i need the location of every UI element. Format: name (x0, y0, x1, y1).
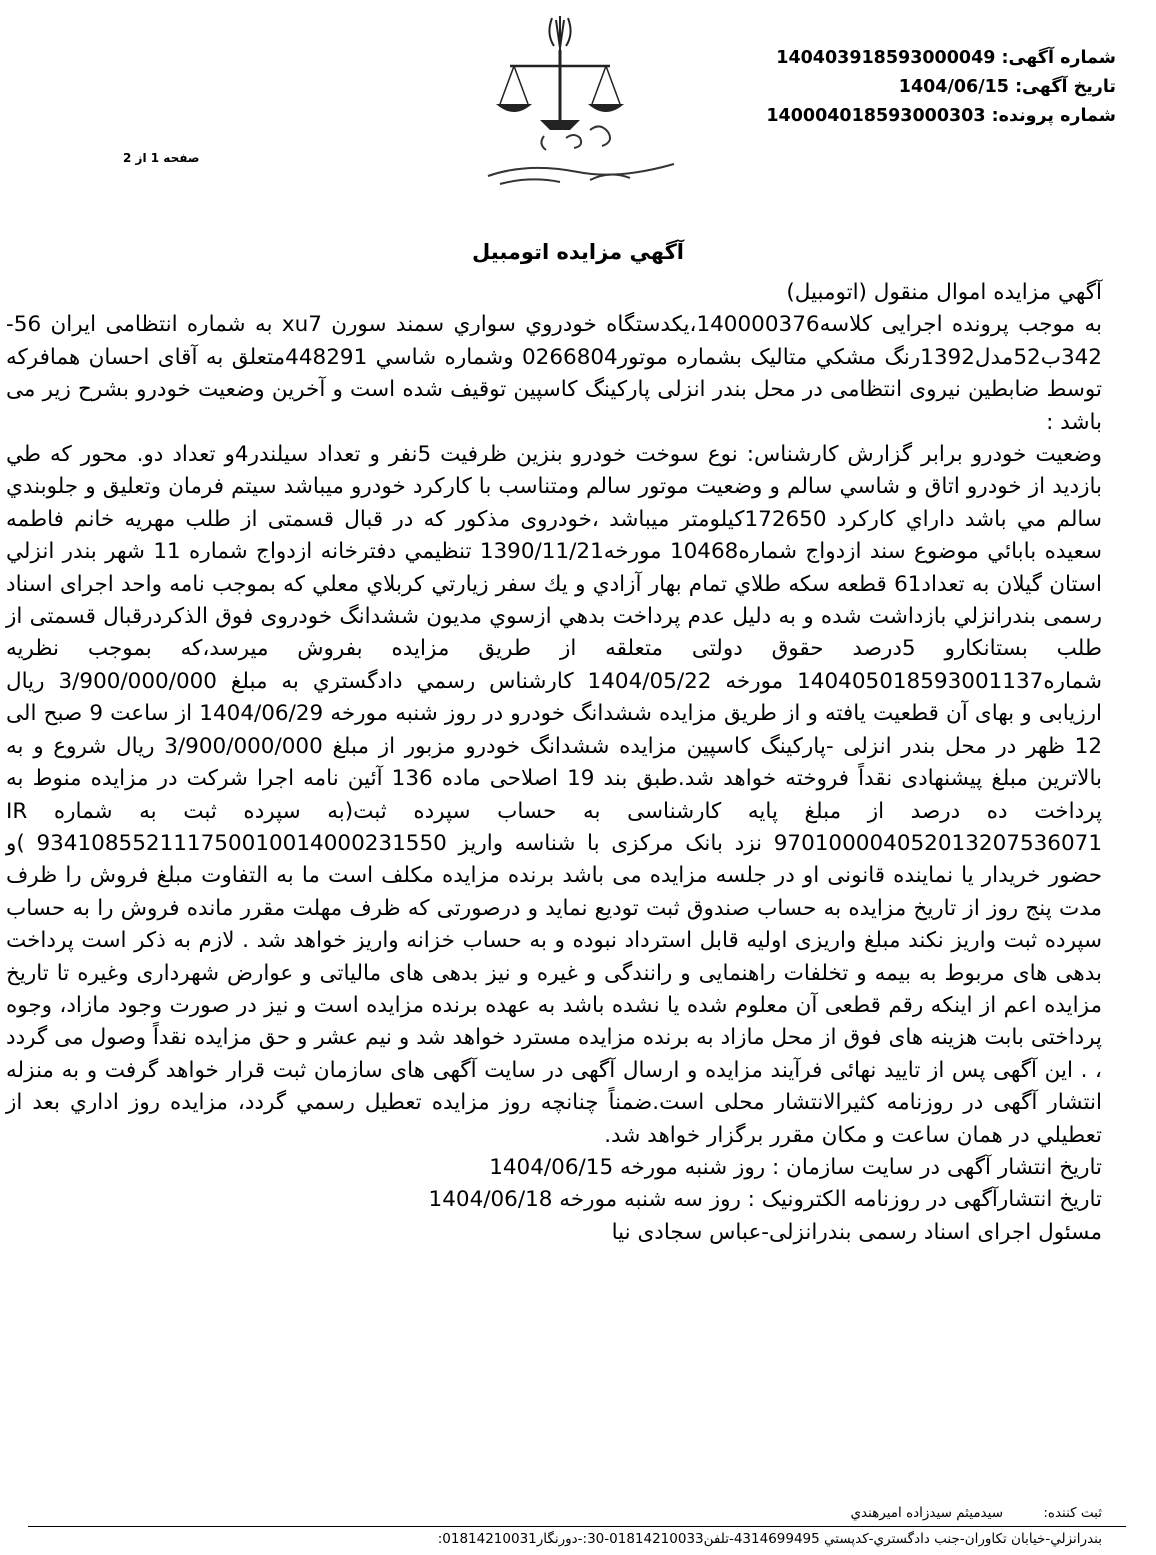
registrar-name: سيدميثم سيدزاده اميرهندي (850, 1505, 1004, 1521)
ad-number-label: شماره آگهی: (1001, 48, 1116, 68)
notice-signature: مسئول اجرای اسناد رسمی بندرانزلی-عباس سجادی نیا (611, 1219, 1102, 1245)
scales-icon (470, 8, 690, 208)
footer-address: بندرانزلي-خيابان تكاوران-جنب دادگستري-كدپستي 4314699495-تلفن01814210033-30:-دورنگار01814210031: (437, 1531, 1102, 1547)
page-indicator: صفحه 1 از 2 (123, 151, 200, 165)
case-number-row (756, 102, 1116, 131)
header-meta (756, 44, 1116, 131)
footer-divider (28, 1526, 1126, 1527)
ad-number-row (756, 44, 1116, 73)
case-number: 140004018593000303 (766, 106, 986, 126)
judiciary-emblem (470, 8, 690, 208)
ad-number: 140403918593000049 (776, 48, 996, 68)
notice-paragraph-details: وضعيت خودرو برابر گزارش کارشناس: نوع سوخت خودرو بنزین ظرفيت 5نفر و تعداد سيلندر4و تعداد دو. محور که طي بازديد از خودرو اتاق و شاسي سالم و وضعيت موتور سالم ومتناسب با کارکرد خودرو ميباشد سيتم فرمان وتعليق و جلوبندي سالم مي باشد داراي کارکرد 172650کيلومتر ميباشد ،خودروی مذکور که در قبال قسمتی از طلب مهريه خانم فاطمه سعيده بابائي موضوع سند ازدواج شماره10468 مورخه1390/11/21 تنظيمي دفترخانه ازدواج شماره 11 شهر بندر انزلي استان گيلان به تعداد61 قطعه سکه طلاي تمام بهار آزادي و يك سفر زيارتي کربلاي معلي که بموجب نامه واحد اجرای اسناد رسمی بندرانزلي بازداشت شده و به دليل عدم پرداخت بدهي ازسوي مديون ششدانگ خودروی فوق الذکردرقبال قسمتی از طلب بستانکارو 5درصد حقوق دولتی متعلقه از طریق مزایده بفروش میرسد،که بموجب نظريه شماره140405018593001137 مورخه 1404/05/22 کارشناس رسمي دادگستري به مبلغ 3/900/000/000 ريال ارزيابی و بهای آن قطعيت یافته و از طريق مزايده ششدانگ خودرو در روز شنبه مورخه 1404/06/29 از ساعت 9 صبح الی 12 ظهر در محل بندر انزلی -پارکینگ کاسپین مزایده ششدانگ خودرو مزبور از مبلغ 3/900/000/000 ريال شروع و به بالاترين مبلغ پیشنهادی نقداً فروخته خواهد شد.طبق بند 19 اصلاحی ماده 136 آئين نامه اجرا شرکت در مزايده منوط به پرداخت ده درصد از مبلغ پايه کارشناسی به حساب سپرده ثبت(به سپرده ثبت به شماره IR 970100004052013207536071 نزد بانک مرکزی با شناسه واریز 934108552111750010014000231550 )و حضور خريدار يا نماينده قانونی او در جلسه مزايده می باشد برنده مزايده مكلف است ما به التفاوت مبلغ فروش را ظرف مدت پنج روز از تاريخ مزايده به حساب صندوق ثبت توديع نمايد و درصورتی كه ظرف مهلت مقرر مانده فروش را به حساب سپرده ثبت واريز نكند مبلغ واريزی اوليه قابل استرداد نبوده و به حساب خزانه واريز خواهد شد . لازم به ذكر است پرداخت بدهی های مربوط به بيمه و تخلفات راهنمايی و رانندگی و غيره و نيز بدهی های مالياتی و عوارض شهرداری وغيره تا تاريخ مزايده اعم از اينكه رقم قطعی آن معلوم شده يا نشده باشد به عهده برنده مزايده است و نيز در صورت وجود مازاد، وجوه پرداختی بابت هزينه های فوق از محل مازاد به برنده مزايده مسترد خواهد شد و نيم عشر و حق مزايده نقداً وصول می گردد ، . اين آگهی پس از تاييد نهائی فرآيند مزايده و ارسال آگهی در سايت آگهی های سازمان ثبت قرار خواهد گرفت و به منزله انتشار آگهی در روزنامه كثيرالانتشار محلی است.ضمناً چنانچه روز مزايده تعطيل رسمي گردد، مزايده روز اداري بعد از تعطيلي در همان ساعت و مكان مقرر برگزار خواهد شد. (6, 442, 1103, 1148)
registrar-label: ثبت كننده: (1043, 1505, 1102, 1521)
ad-date-row (756, 73, 1116, 102)
notice-publish-site: تاريخ انتشار آگهی در سايت سازمان : روز شنبه مورخه 1404/06/15 (489, 1154, 1102, 1180)
registrar-line (2, 1505, 1102, 1521)
notice-paragraph-case: به موجب پرونده اجرایی کلاسه140000376،یکدستگاه خودروي سواري سمند سورن xu7 به شماره انتظامی ایران 56-342ب52مدل1392رنگ مشکي متاليک بشماره موتور0266804 وشماره شاسي 448291متعلق به آقای احسان همافرکه توسط ضابطین نیروی انتظامی در محل بندر انزلی پارکینگ کاسپین توقیف شده است و آخرین وضعیت خودرو بشرح زیر می باشد : (6, 312, 1102, 435)
case-number-label: شماره پرونده: (991, 106, 1116, 126)
notice-body (6, 277, 1102, 1249)
notice-publish-newspaper: تاريخ انتشارآگهی در روزنامه الكترونيک : روز سه شنبه مورخه 1404/06/18 (428, 1187, 1102, 1213)
notice-subtitle: آگهي مزايده اموال منقول (اتومبيل) (786, 280, 1102, 305)
page-title: آگهي مزايده اتومبيل (472, 240, 684, 264)
ad-date-label: تاریخ آگهی: (1015, 77, 1116, 97)
ad-date: 1404/06/15 (898, 77, 1009, 97)
